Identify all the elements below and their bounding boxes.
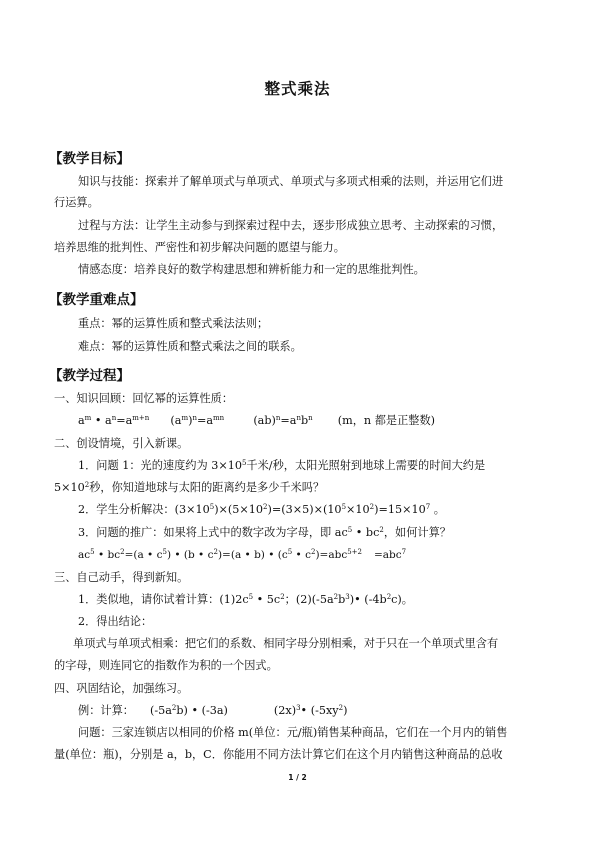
generalize-derivation: $ac^5$ • $bc^2=(a$ • $c^5$) • (b • $c^2)=(a$ • b) • ($c^5$ • $c^2)=abc^{5+2} =abc^7$ (78, 548, 407, 561)
q3-text-b: • bc (355, 526, 380, 539)
t1-text-d: b (338, 593, 346, 606)
q1-text-c: 5×10 (54, 481, 85, 494)
example-2a: (2x) (273, 704, 297, 717)
section-heading-process: 【教学过程】 (49, 368, 130, 384)
step-consolidate: 四、巩固结论，加强练习。 (54, 682, 189, 695)
t1-text-c: ；(2)(-5a (284, 593, 334, 606)
goal-knowledge-line1: 知识与技能：探索并了解单项式与单项式、单项式与多项式相乘的法则，并运用它们进 (78, 175, 504, 188)
formula-product-power-rule: $(ab)^n=a^nb^n$ (253, 414, 313, 427)
q2-text-d: ×10 (346, 503, 370, 516)
example-line: 例：计算： $(-5a^2b)$ • (-3a) $(2x)^3•$ $(-5xy^2)$ (78, 704, 348, 717)
step-knowledge-review: 一、知识回顾：回忆幂的运算性质： (54, 392, 234, 405)
q2-text-e: )=15×10 (374, 503, 426, 516)
q1-text-a: 1．问题 1：光的速度约为 3×10 (78, 459, 242, 472)
goal-emotion: 情感态度：培养良好的数学构建思想和辨析能力和一定的思维批判性。 (78, 263, 425, 276)
example-1a: (-5a (149, 704, 172, 717)
step-try-yourself: 三、自己动手，得到新知。 (54, 571, 189, 584)
question-1-line1: 1．问题 1：光的速度约为 $3\times 10^5$千米/秒，太阳光照射到地球上需要的时间大约是 (78, 459, 486, 472)
t1-text-a: 1．类似地，请你试着计算：(1)2c (78, 593, 249, 606)
q1-text-d: 秒，你知道地球与太阳的距离约是多少千米吗？ (89, 481, 325, 494)
try-compute-line: 1．类似地，请你试着计算：$(1)2c^5$ • $5c^2$；$(2)(-5a^2b^3)•$ $(-4b^2c)$。 (78, 593, 413, 606)
problem-line2: 量(单位：瓶)，分别是 a，b，C．你能用不同方法计算它们在这个月内销售这种商品的总收 (54, 748, 503, 761)
t1-text-e: )• (-4b (349, 593, 387, 606)
page-number: 1 / 2 (288, 773, 307, 782)
example-2b: • (-5xy (300, 704, 339, 717)
question-1-line2: $5\times 10^2$秒，你知道地球与太阳的距离约是多少千米吗？ (54, 481, 325, 494)
step-create-situation: 二、创设情境，引入新课。 (54, 437, 189, 450)
t1-text-b: • 5c (256, 593, 281, 606)
problem-line1: 问题：三家连锁店以相同的价格 m(单位：元/瓶)销售某种商品，它们在一个月内的销售 (78, 726, 508, 739)
q2-text-b: )×(5×10 (214, 503, 264, 516)
student-analysis-line: 2．学生分析解决：$(3\times 10^5)\times(5\times 10^2)=(3\times 5)\times(10^5\times 10^2)=15\times 10^7$ 。 (78, 503, 445, 516)
example-1b: b) • (-3a) (176, 704, 228, 717)
goal-knowledge-line2: 行运算。 (54, 196, 99, 209)
monomial-rule-line2: 的字母，则连同它的指数作为积的一个因式。 (54, 659, 278, 672)
conclusion-label: 2．得出结论： (78, 615, 153, 628)
q2-text-a: 2．学生分析解决：(3×10 (78, 503, 210, 516)
key-point-difficult: 难点：幂的运算性质和整式乘法之间的联系。 (78, 340, 302, 353)
q3-text-c: ，如何计算？ (383, 526, 451, 539)
q2-text-f: 。 (433, 503, 445, 516)
section-heading-key-points: 【教学重难点】 (49, 292, 144, 308)
formula-product-rule: $a^m$ • $a^n=a^{m+n}$ (78, 414, 150, 427)
monomial-rule-line1: 单项式与单项式相乘：把它们的系数、相同字母分别相乘，对于只在一个单项式里含有 (73, 637, 499, 650)
goal-process-line1: 过程与方法：让学生主动参与到探索过程中去，逐步形成独立思考、主动探索的习惯， (78, 219, 504, 232)
q1-text-b: 千米/秒，太阳光照射到地球上需要的时间大约是 (246, 459, 486, 472)
formula-power-rule: $(a^m)^n=a^{mn}$ (170, 414, 225, 427)
example-label: 例：计算： (78, 704, 134, 717)
page-title: 整式乘法 (264, 80, 331, 98)
key-point-important: 重点：幂的运算性质和整式乘法法则； (78, 317, 269, 330)
q3-text-a: 3．问题的推广：如果将上式中的数字改为字母，即 ac (78, 526, 348, 539)
question-generalize: 3．问题的推广：如果将上式中的数字改为字母，即 $ac^5$ • $bc^2$，如何计算？ (78, 526, 451, 539)
formula-note: (m，n 都是正整数) (337, 414, 435, 427)
q2-text-c: )=(3×5)×(10 (267, 503, 342, 516)
section-heading-goals: 【教学目标】 (49, 151, 130, 167)
power-rules-formula (78, 414, 435, 428)
example-2c: ) (343, 704, 348, 717)
t1-text-f: c)。 (391, 593, 413, 606)
goal-process-line2: 培养思维的批判性、严密性和初步解决问题的愿望与能力。 (54, 241, 345, 254)
